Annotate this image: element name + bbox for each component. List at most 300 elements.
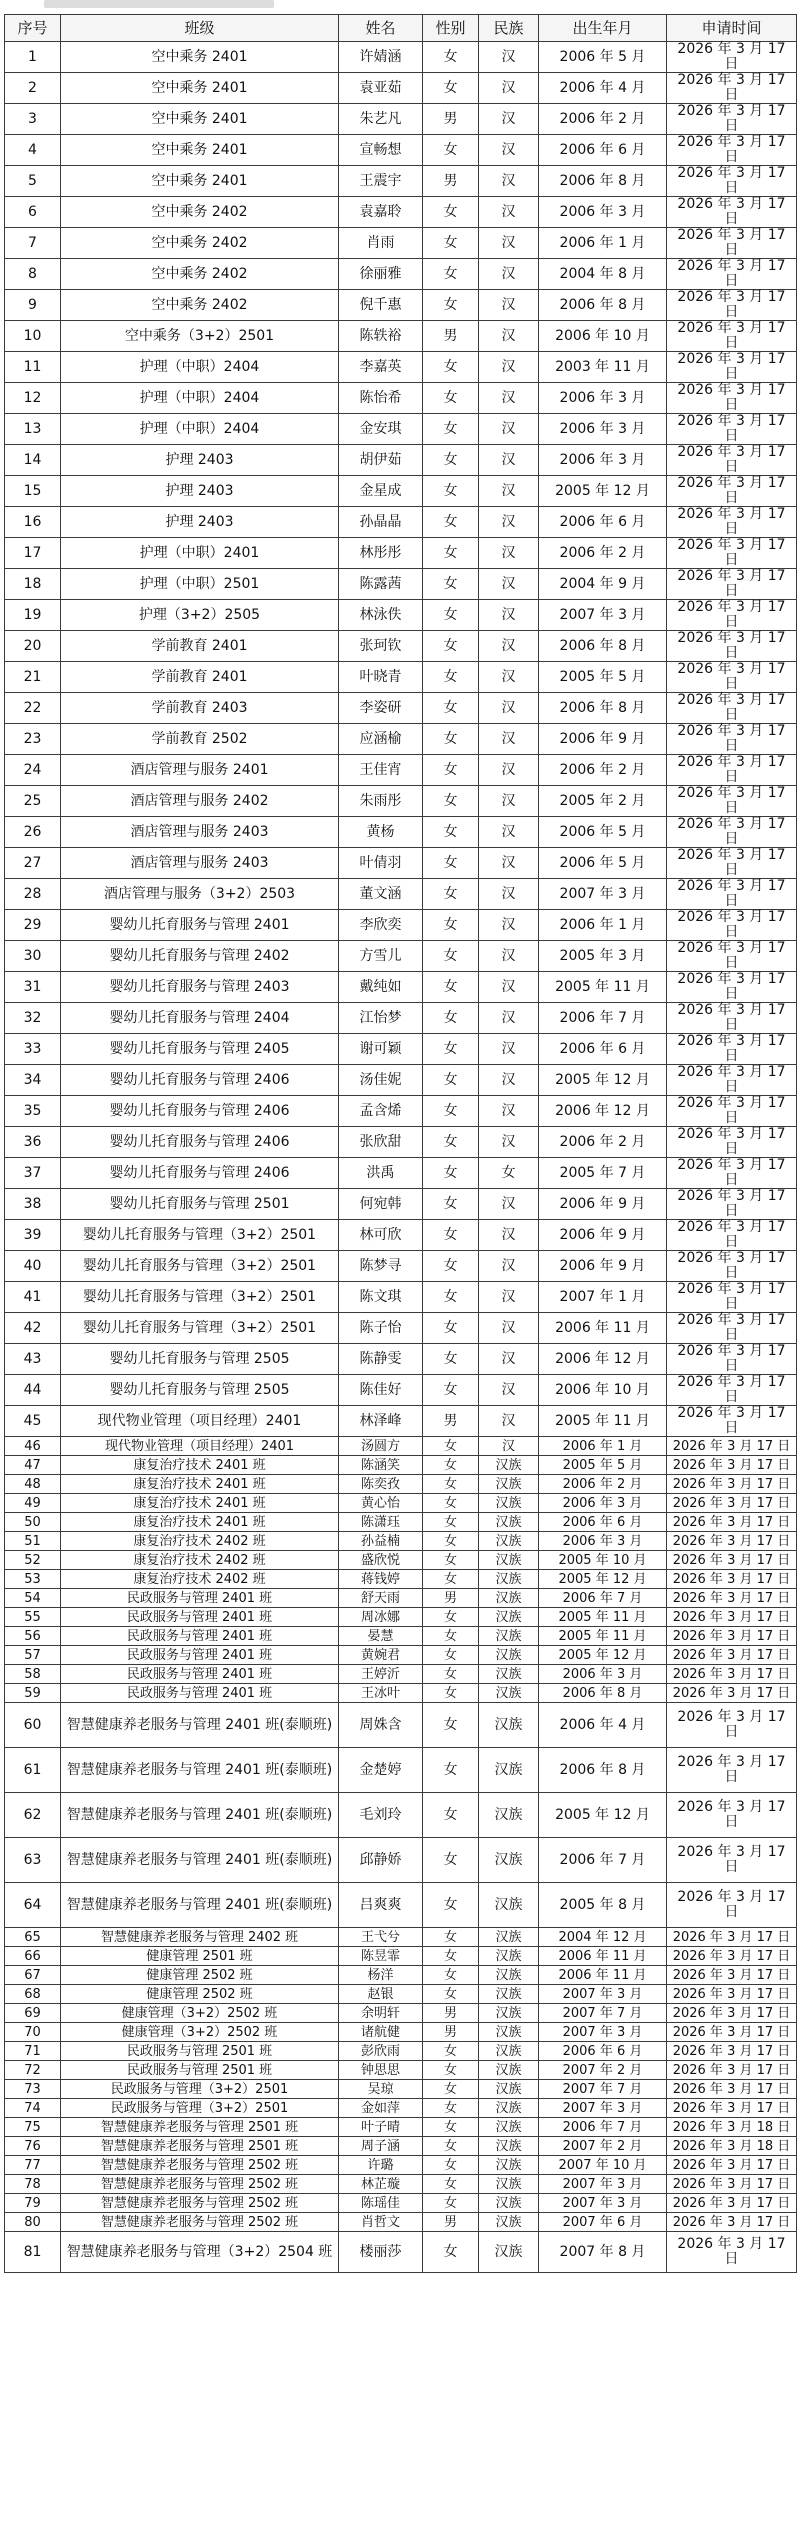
cell-class: 护理 2403 [61, 445, 339, 476]
cell-name: 陈瑶佳 [339, 2194, 423, 2213]
table-row [5, 1158, 797, 1189]
cell-index: 2 [5, 73, 61, 104]
cell-name: 王佳宵 [339, 755, 423, 786]
cell-index: 72 [5, 2061, 61, 2080]
cell-name: 杨洋 [339, 1966, 423, 1985]
cell-birth: 2005 年 3 月 [539, 941, 667, 972]
cell-apply-date: 2026 年 3 月 17 日 [667, 2023, 797, 2042]
cell-birth: 2006 年 5 月 [539, 848, 667, 879]
cell-class: 民政服务与管理（3+2）2501 [61, 2099, 339, 2118]
cell-name: 袁亚茹 [339, 73, 423, 104]
cell-birth: 2005 年 5 月 [539, 1456, 667, 1475]
cell-class: 婴幼儿托育服务与管理 2406 [61, 1127, 339, 1158]
cell-birth: 2005 年 12 月 [539, 1570, 667, 1589]
cell-class: 智慧健康养老服务与管理 2502 班 [61, 2194, 339, 2213]
cell-apply-date: 2026 年 3 月 17 日 [667, 2080, 797, 2099]
cell-apply-date: 2026 年 3 月 17 日 [667, 2004, 797, 2023]
cell-ethnicity: 汉 [479, 228, 539, 259]
cell-birth: 2005 年 5 月 [539, 662, 667, 693]
table-row [5, 1570, 797, 1589]
cell-ethnicity: 汉 [479, 414, 539, 445]
cell-birth: 2006 年 8 月 [539, 693, 667, 724]
cell-birth: 2006 年 3 月 [539, 414, 667, 445]
cell-name: 陈露茜 [339, 569, 423, 600]
cell-ethnicity: 汉族 [479, 2004, 539, 2023]
cell-ethnicity: 汉 [479, 1096, 539, 1127]
cell-apply-date: 2026 年 3 月 17 日 [667, 1589, 797, 1608]
cell-index: 23 [5, 724, 61, 755]
cell-index: 41 [5, 1282, 61, 1313]
cell-class: 康复治疗技术 2402 班 [61, 1570, 339, 1589]
cell-birth: 2006 年 9 月 [539, 1220, 667, 1251]
cropped-title-fragment [44, 0, 274, 8]
table-row [5, 1532, 797, 1551]
cell-ethnicity: 汉族 [479, 1684, 539, 1703]
cell-apply-date: 2026 年 3 月 17 日 [667, 383, 797, 414]
cell-index: 54 [5, 1589, 61, 1608]
cell-birth: 2007 年 3 月 [539, 2175, 667, 2194]
cell-apply-date: 2026 年 3 月 17 日 [667, 321, 797, 352]
cell-gender: 女 [423, 755, 479, 786]
table-row [5, 1947, 797, 1966]
cell-birth: 2006 年 6 月 [539, 2042, 667, 2061]
cell-apply-date: 2026 年 3 月 17 日 [667, 569, 797, 600]
cell-birth: 2005 年 12 月 [539, 1793, 667, 1838]
cell-name: 孙益楠 [339, 1532, 423, 1551]
table-row [5, 259, 797, 290]
cell-name: 董文涵 [339, 879, 423, 910]
cell-name: 王冰叶 [339, 1684, 423, 1703]
col-header-birth: 出生年月 [539, 15, 667, 42]
cell-gender: 女 [423, 2099, 479, 2118]
cell-gender: 女 [423, 197, 479, 228]
cell-class: 空中乘务 2402 [61, 290, 339, 321]
cell-birth: 2007 年 3 月 [539, 2099, 667, 2118]
cell-birth: 2007 年 3 月 [539, 1985, 667, 2004]
cell-class: 民政服务与管理 2401 班 [61, 1684, 339, 1703]
cell-class: 康复治疗技术 2401 班 [61, 1456, 339, 1475]
table-row [5, 817, 797, 848]
cell-name: 钟思思 [339, 2061, 423, 2080]
cell-name: 吕爽爽 [339, 1883, 423, 1928]
cell-index: 5 [5, 166, 61, 197]
cell-birth: 2006 年 8 月 [539, 1684, 667, 1703]
cell-gender: 女 [423, 910, 479, 941]
cell-index: 68 [5, 1985, 61, 2004]
cell-class: 康复治疗技术 2401 班 [61, 1494, 339, 1513]
cell-name: 叶倩羽 [339, 848, 423, 879]
cell-gender: 女 [423, 507, 479, 538]
cell-gender: 女 [423, 1838, 479, 1883]
cell-birth: 2006 年 2 月 [539, 1475, 667, 1494]
cell-index: 33 [5, 1034, 61, 1065]
cell-birth: 2006 年 9 月 [539, 1189, 667, 1220]
cell-birth: 2006 年 1 月 [539, 1437, 667, 1456]
cell-index: 19 [5, 600, 61, 631]
cell-class: 智慧健康养老服务与管理 2501 班 [61, 2118, 339, 2137]
cell-gender: 女 [423, 972, 479, 1003]
cell-class: 空中乘务 2401 [61, 42, 339, 73]
cell-index: 42 [5, 1313, 61, 1344]
cell-name: 肖哲文 [339, 2213, 423, 2232]
cell-apply-date: 2026 年 3 月 17 日 [667, 2232, 797, 2273]
cell-apply-date: 2026 年 3 月 17 日 [667, 1475, 797, 1494]
cell-name: 彭欣雨 [339, 2042, 423, 2061]
cell-class: 婴幼儿托育服务与管理 2406 [61, 1065, 339, 1096]
cell-index: 40 [5, 1251, 61, 1282]
cell-birth: 2006 年 2 月 [539, 1127, 667, 1158]
cell-apply-date: 2026 年 3 月 17 日 [667, 1220, 797, 1251]
cell-name: 朱艺凡 [339, 104, 423, 135]
cell-gender: 女 [423, 259, 479, 290]
cell-ethnicity: 汉族 [479, 1513, 539, 1532]
cell-name: 王婷沂 [339, 1665, 423, 1684]
cell-birth: 2006 年 6 月 [539, 507, 667, 538]
cell-ethnicity: 汉 [479, 1282, 539, 1313]
cell-name: 王震宇 [339, 166, 423, 197]
table-row [5, 631, 797, 662]
table-row [5, 476, 797, 507]
cell-name: 江怡梦 [339, 1003, 423, 1034]
cell-index: 34 [5, 1065, 61, 1096]
cell-birth: 2006 年 8 月 [539, 1748, 667, 1793]
cell-name: 孟含烯 [339, 1096, 423, 1127]
cell-name: 金如萍 [339, 2099, 423, 2118]
table-row [5, 2004, 797, 2023]
cell-apply-date: 2026 年 3 月 17 日 [667, 693, 797, 724]
cell-gender: 女 [423, 1475, 479, 1494]
cell-birth: 2007 年 3 月 [539, 600, 667, 631]
table-row [5, 1127, 797, 1158]
cell-birth: 2006 年 12 月 [539, 1096, 667, 1127]
cell-class: 学前教育 2403 [61, 693, 339, 724]
cell-class: 婴幼儿托育服务与管理 2406 [61, 1096, 339, 1127]
cell-gender: 女 [423, 1928, 479, 1947]
cell-index: 13 [5, 414, 61, 445]
table-row [5, 2023, 797, 2042]
cell-apply-date: 2026 年 3 月 17 日 [667, 1437, 797, 1456]
cell-gender: 男 [423, 2213, 479, 2232]
cell-class: 空中乘务 2401 [61, 104, 339, 135]
cell-index: 12 [5, 383, 61, 414]
cell-class: 护理（中职）2404 [61, 414, 339, 445]
cell-class: 护理（中职）2404 [61, 352, 339, 383]
cell-gender: 女 [423, 724, 479, 755]
cell-birth: 2006 年 3 月 [539, 383, 667, 414]
cell-apply-date: 2026 年 3 月 17 日 [667, 724, 797, 755]
table-row [5, 2156, 797, 2175]
cell-birth: 2003 年 11 月 [539, 352, 667, 383]
cell-class: 健康管理（3+2）2502 班 [61, 2023, 339, 2042]
cell-class: 婴幼儿托育服务与管理（3+2）2501 [61, 1282, 339, 1313]
cell-gender: 女 [423, 1251, 479, 1282]
cell-gender: 女 [423, 1966, 479, 1985]
cell-index: 79 [5, 2194, 61, 2213]
table-row [5, 42, 797, 73]
table-row [5, 2175, 797, 2194]
cell-birth: 2007 年 2 月 [539, 2061, 667, 2080]
cell-birth: 2005 年 11 月 [539, 972, 667, 1003]
cell-ethnicity: 汉族 [479, 1947, 539, 1966]
cell-name: 方雪儿 [339, 941, 423, 972]
cell-index: 26 [5, 817, 61, 848]
cell-ethnicity: 汉族 [479, 1551, 539, 1570]
cell-name: 邱静娇 [339, 1838, 423, 1883]
cell-index: 57 [5, 1646, 61, 1665]
cell-class: 酒店管理与服务 2403 [61, 817, 339, 848]
cell-gender: 女 [423, 1456, 479, 1475]
cell-birth: 2006 年 1 月 [539, 910, 667, 941]
cell-ethnicity: 汉 [479, 693, 539, 724]
cell-apply-date: 2026 年 3 月 17 日 [667, 1513, 797, 1532]
cell-apply-date: 2026 年 3 月 17 日 [667, 2175, 797, 2194]
cell-name: 李嘉英 [339, 352, 423, 383]
cell-class: 婴幼儿托育服务与管理 2406 [61, 1158, 339, 1189]
cell-birth: 2005 年 2 月 [539, 786, 667, 817]
cell-gender: 女 [423, 1096, 479, 1127]
cell-gender: 女 [423, 786, 479, 817]
cell-ethnicity: 汉族 [479, 1966, 539, 1985]
cell-ethnicity: 汉族 [479, 1589, 539, 1608]
table-row [5, 1344, 797, 1375]
cell-ethnicity: 汉族 [479, 1928, 539, 1947]
cell-apply-date: 2026 年 3 月 17 日 [667, 1748, 797, 1793]
cell-index: 1 [5, 42, 61, 73]
table-row [5, 1551, 797, 1570]
table-row [5, 1748, 797, 1793]
cell-apply-date: 2026 年 3 月 17 日 [667, 972, 797, 1003]
table-row [5, 1220, 797, 1251]
cell-gender: 女 [423, 228, 479, 259]
cell-birth: 2006 年 6 月 [539, 1513, 667, 1532]
cell-apply-date: 2026 年 3 月 17 日 [667, 1627, 797, 1646]
table-row [5, 1456, 797, 1475]
cell-index: 31 [5, 972, 61, 1003]
cell-apply-date: 2026 年 3 月 17 日 [667, 73, 797, 104]
cell-class: 酒店管理与服务（3+2）2503 [61, 879, 339, 910]
cell-index: 59 [5, 1684, 61, 1703]
cell-name: 陈梦寻 [339, 1251, 423, 1282]
cell-class: 空中乘务 2402 [61, 228, 339, 259]
cell-class: 婴幼儿托育服务与管理 2404 [61, 1003, 339, 1034]
cell-index: 43 [5, 1344, 61, 1375]
cell-index: 6 [5, 197, 61, 228]
cell-ethnicity: 汉族 [479, 2061, 539, 2080]
cell-index: 74 [5, 2099, 61, 2118]
cell-gender: 女 [423, 2118, 479, 2137]
cell-ethnicity: 汉 [479, 817, 539, 848]
cell-index: 51 [5, 1532, 61, 1551]
cell-index: 7 [5, 228, 61, 259]
cell-name: 林泳佚 [339, 600, 423, 631]
cell-gender: 女 [423, 135, 479, 166]
cell-ethnicity: 汉族 [479, 2137, 539, 2156]
cell-name: 晏慧 [339, 1627, 423, 1646]
cell-birth: 2006 年 5 月 [539, 42, 667, 73]
cell-name: 林泽峰 [339, 1406, 423, 1437]
cell-class: 酒店管理与服务 2403 [61, 848, 339, 879]
cell-apply-date: 2026 年 3 月 17 日 [667, 1189, 797, 1220]
cell-apply-date: 2026 年 3 月 17 日 [667, 1003, 797, 1034]
table-row [5, 445, 797, 476]
cell-ethnicity: 汉 [479, 569, 539, 600]
cell-gender: 女 [423, 1608, 479, 1627]
cell-birth: 2006 年 11 月 [539, 1313, 667, 1344]
cell-gender: 女 [423, 817, 479, 848]
cell-ethnicity: 汉 [479, 383, 539, 414]
cell-name: 陈佳好 [339, 1375, 423, 1406]
cell-birth: 2005 年 7 月 [539, 1158, 667, 1189]
cell-name: 叶晓青 [339, 662, 423, 693]
table-row [5, 1065, 797, 1096]
cell-birth: 2006 年 3 月 [539, 197, 667, 228]
cell-ethnicity: 汉 [479, 476, 539, 507]
cell-apply-date: 2026 年 3 月 17 日 [667, 1282, 797, 1313]
cell-class: 康复治疗技术 2401 班 [61, 1513, 339, 1532]
cell-class: 护理（中职）2404 [61, 383, 339, 414]
cell-ethnicity: 汉 [479, 73, 539, 104]
cell-apply-date: 2026 年 3 月 17 日 [667, 104, 797, 135]
cell-gender: 女 [423, 600, 479, 631]
cell-birth: 2005 年 11 月 [539, 1608, 667, 1627]
cell-class: 婴幼儿托育服务与管理 2501 [61, 1189, 339, 1220]
cell-gender: 女 [423, 848, 479, 879]
cell-apply-date: 2026 年 3 月 17 日 [667, 1985, 797, 2004]
cell-index: 77 [5, 2156, 61, 2175]
col-header-index: 序号 [5, 15, 61, 42]
cell-index: 4 [5, 135, 61, 166]
table-row [5, 135, 797, 166]
cell-apply-date: 2026 年 3 月 17 日 [667, 817, 797, 848]
cell-name: 王弋兮 [339, 1928, 423, 1947]
cell-class: 智慧健康养老服务与管理 2502 班 [61, 2156, 339, 2175]
cell-ethnicity: 汉 [479, 135, 539, 166]
cell-name: 金安琪 [339, 414, 423, 445]
cell-ethnicity: 汉 [479, 1437, 539, 1456]
cell-class: 空中乘务 2402 [61, 197, 339, 228]
cell-birth: 2004 年 8 月 [539, 259, 667, 290]
cell-gender: 女 [423, 693, 479, 724]
cell-index: 52 [5, 1551, 61, 1570]
cell-gender: 女 [423, 42, 479, 73]
cell-index: 60 [5, 1703, 61, 1748]
cell-class: 婴幼儿托育服务与管理（3+2）2501 [61, 1220, 339, 1251]
table-row [5, 1589, 797, 1608]
table-row [5, 2137, 797, 2156]
cell-gender: 女 [423, 1189, 479, 1220]
cell-gender: 男 [423, 166, 479, 197]
cell-apply-date: 2026 年 3 月 17 日 [667, 2061, 797, 2080]
cell-class: 康复治疗技术 2402 班 [61, 1532, 339, 1551]
cell-index: 46 [5, 1437, 61, 1456]
cell-ethnicity: 汉 [479, 197, 539, 228]
cell-ethnicity: 汉 [479, 290, 539, 321]
cell-index: 80 [5, 2213, 61, 2232]
cell-class: 护理 2403 [61, 507, 339, 538]
cell-birth: 2007 年 10 月 [539, 2156, 667, 2175]
cell-index: 37 [5, 1158, 61, 1189]
table-row [5, 848, 797, 879]
table-row [5, 600, 797, 631]
cell-index: 18 [5, 569, 61, 600]
cell-birth: 2007 年 2 月 [539, 2137, 667, 2156]
cell-name: 陈涵笑 [339, 1456, 423, 1475]
cell-name: 周姝含 [339, 1703, 423, 1748]
table-row [5, 1703, 797, 1748]
cell-index: 49 [5, 1494, 61, 1513]
cell-apply-date: 2026 年 3 月 17 日 [667, 2042, 797, 2061]
cell-apply-date: 2026 年 3 月 17 日 [667, 1947, 797, 1966]
cell-name: 诸航健 [339, 2023, 423, 2042]
cell-class: 康复治疗技术 2402 班 [61, 1551, 339, 1570]
cell-birth: 2004 年 12 月 [539, 1928, 667, 1947]
cell-name: 汤圆方 [339, 1437, 423, 1456]
cell-index: 61 [5, 1748, 61, 1793]
cell-apply-date: 2026 年 3 月 17 日 [667, 631, 797, 662]
cell-class: 婴幼儿托育服务与管理（3+2）2501 [61, 1313, 339, 1344]
cell-gender: 女 [423, 414, 479, 445]
cell-index: 56 [5, 1627, 61, 1646]
cell-ethnicity: 汉 [479, 1189, 539, 1220]
cell-class: 健康管理 2501 班 [61, 1947, 339, 1966]
cell-ethnicity: 汉 [479, 848, 539, 879]
cell-class: 民政服务与管理 2401 班 [61, 1646, 339, 1665]
cell-ethnicity: 汉 [479, 600, 539, 631]
cell-gender: 女 [423, 1532, 479, 1551]
cell-index: 8 [5, 259, 61, 290]
table-row [5, 2099, 797, 2118]
cell-apply-date: 2026 年 3 月 17 日 [667, 755, 797, 786]
cell-name: 陈静雯 [339, 1344, 423, 1375]
cell-class: 智慧健康养老服务与管理 2401 班(泰顺班) [61, 1748, 339, 1793]
cell-apply-date: 2026 年 3 月 17 日 [667, 1793, 797, 1838]
cell-index: 14 [5, 445, 61, 476]
cell-gender: 女 [423, 73, 479, 104]
cell-gender: 女 [423, 2232, 479, 2273]
cell-name: 张珂钦 [339, 631, 423, 662]
cell-index: 3 [5, 104, 61, 135]
cell-name: 陈轶裕 [339, 321, 423, 352]
cell-birth: 2006 年 3 月 [539, 1532, 667, 1551]
cell-ethnicity: 汉 [479, 941, 539, 972]
table-row [5, 724, 797, 755]
cell-class: 民政服务与管理 2401 班 [61, 1589, 339, 1608]
cell-name: 林彤彤 [339, 538, 423, 569]
cell-birth: 2005 年 8 月 [539, 1883, 667, 1928]
table-row [5, 1251, 797, 1282]
table-row [5, 1513, 797, 1532]
cell-apply-date: 2026 年 3 月 17 日 [667, 1608, 797, 1627]
table-row [5, 2042, 797, 2061]
table-row [5, 662, 797, 693]
cell-name: 戴纯如 [339, 972, 423, 1003]
cell-ethnicity: 汉族 [479, 1475, 539, 1494]
table-row [5, 321, 797, 352]
cell-gender: 女 [423, 1344, 479, 1375]
cell-index: 10 [5, 321, 61, 352]
cell-apply-date: 2026 年 3 月 17 日 [667, 476, 797, 507]
cell-gender: 女 [423, 1375, 479, 1406]
cell-name: 许婧涵 [339, 42, 423, 73]
cell-index: 25 [5, 786, 61, 817]
cell-name: 谢可颖 [339, 1034, 423, 1065]
cell-name: 余明轩 [339, 2004, 423, 2023]
cell-birth: 2006 年 6 月 [539, 135, 667, 166]
cell-birth: 2006 年 2 月 [539, 104, 667, 135]
cell-apply-date: 2026 年 3 月 17 日 [667, 848, 797, 879]
cell-class: 智慧健康养老服务与管理 2502 班 [61, 2175, 339, 2194]
cell-ethnicity: 汉族 [479, 2156, 539, 2175]
